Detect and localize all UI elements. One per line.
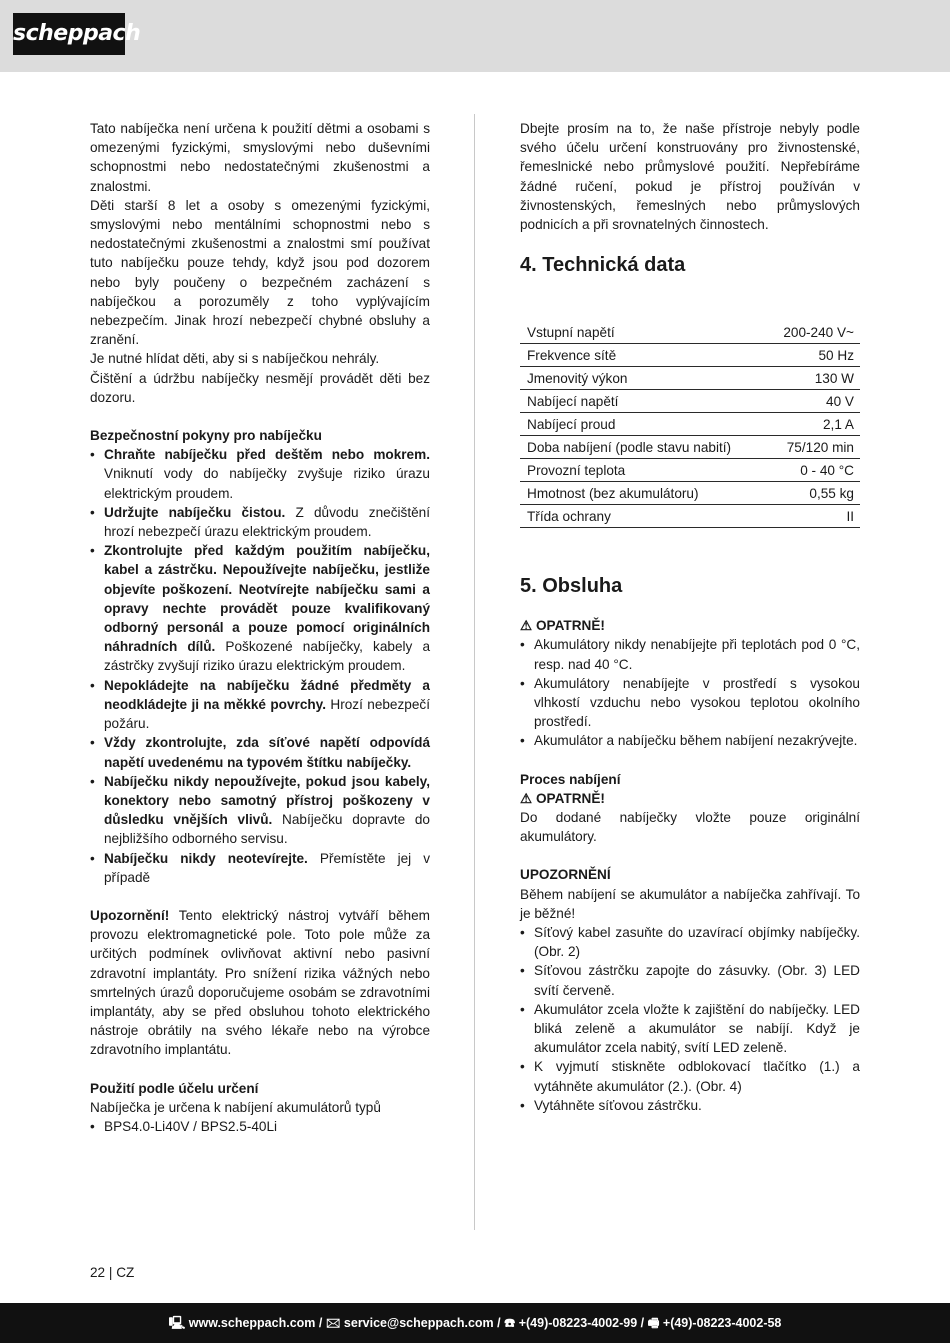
table-row xyxy=(520,459,860,482)
spec-value: 0 - 40 °C xyxy=(765,459,860,482)
column-divider xyxy=(474,114,475,1230)
spec-value: II xyxy=(765,505,860,528)
tech-heading: 4. Technická data xyxy=(520,254,686,277)
intro-paragraph: Je nutné hlídat děti, aby si s nabíječkou nehrály. xyxy=(90,351,380,367)
spec-label: Nabíjecí proud xyxy=(520,413,765,436)
spec-value: 75/120 min xyxy=(765,436,860,459)
intro-paragraph: Děti starší 8 let a osoby s omezenými fyzickými, smyslovými nebo mentálními schopnostmi nebo s nedostatečnými zkušenostmi a znalostmi smí používat tuto nabíječku pouze tehdy, když jsou pod dozorem nebo byly poučeny o bezpečném zacházení s nabíječkou a porozuměly z toho vyplývajícím nebezpečím. Jinak hrozí nebezpečí chybné obsluhy a zranění. xyxy=(90,197,430,348)
caution-label: ⚠ OPATRNĚ! xyxy=(520,618,605,634)
intro-paragraph: Čištění a údržbu nabíječky nesmějí provádět děti bez dozoru. xyxy=(90,370,430,405)
list-item: • Vždy zkontrolujte, zda síťové napětí odpovídá napětí uvedenému na typovém štítku nabíječky. xyxy=(90,733,430,771)
spec-label: Hmotnost (bez akumulátoru) xyxy=(520,482,765,505)
table-row xyxy=(520,344,860,367)
spec-label: Doba nabíjení (podle stavu nabití) xyxy=(520,436,765,459)
list-item: • Vytáhněte síťovou zástrčku. xyxy=(520,1096,860,1115)
spec-value: 2,1 A xyxy=(765,413,860,436)
notice-text: Během nabíjení se akumulátor a nabíječka zahřívají. To je běžné! xyxy=(520,886,860,921)
spec-label: Nabíjecí napětí xyxy=(520,390,765,413)
table-row xyxy=(520,321,860,344)
safety-heading: Bezpečnostní pokyny pro nabíječku xyxy=(90,428,322,444)
list-item: • Akumulátory nikdy nenabíjejte při teplotách pod 0 °C, resp. nad 40 °C. xyxy=(520,635,860,673)
list-item: • Nepokládejte na nabíječku žádné předměty a neodkládejte ji na měkké povrchy. Hrozí nebezpečí požáru. xyxy=(90,676,430,734)
process-text: Do dodané nabíječky vložte pouze originální akumulátory. xyxy=(520,810,860,845)
list-item: • Chraňte nabíječku před deštěm nebo mokrem. Vniknutí vody do nabíječky zvyšuje riziko úrazu elektrickým proudem. xyxy=(90,445,430,503)
safety-list xyxy=(90,445,430,887)
process-heading: Proces nabíjení xyxy=(520,771,621,787)
operation-heading: 5. Obsluha xyxy=(520,575,623,598)
table-row xyxy=(520,413,860,436)
list-item: • Zkontrolujte před každým použitím nabíječku, kabel a zástrčku. Nepoužívejte nabíječku, jestliže objevíte poškození. Neotvírejte nabíječku sami a opravy nechte provádět pouze kvalifikovaný odborný personál a pouze pomocí originálních náhradních dílů. Poškozené nabíječky, kabely a zástrčky zvyšují riziko úrazu elektrickým proudem. xyxy=(90,541,430,675)
caution-list xyxy=(520,635,860,750)
list-item: • Akumulátor zcela vložte k zajištění do nabíječky. LED bliká zeleně a akumulátor se nabíjí. Když je akumulátor zcela nabitý, svítí LED zeleně. xyxy=(520,1000,860,1058)
left-column xyxy=(90,119,430,1136)
table-row xyxy=(520,367,860,390)
usage-list xyxy=(90,1117,430,1136)
list-item: • Akumulátory nenabíjejte v prostředí s vysokou vlhkostí vzduchu nebo vysokou teplotou okolního prostředí. xyxy=(520,674,860,732)
list-item: • Síťový kabel zasuňte do uzavírací objímky nabíječky. (Obr. 2) xyxy=(520,923,860,961)
table-row xyxy=(520,482,860,505)
usage-text: Nabíječka je určena k nabíjení akumulátorů typů xyxy=(90,1099,381,1115)
page-number: 22 | CZ xyxy=(90,1265,135,1280)
page-header xyxy=(0,0,950,72)
list-item: • Udržujte nabíječku čistou. Z důvodu znečištění hrozí nebezpečí úrazu elektrickým proudem. xyxy=(90,503,430,541)
list-item: • Nabíječku nikdy neotevírejte. Přemístěte jej v případě xyxy=(90,849,430,887)
table-row xyxy=(520,505,860,528)
list-item: • Síťovou zástrčku zapojte do zásuvky. (Obr. 3) LED svítí červeně. xyxy=(520,961,860,999)
spec-value: 0,55 kg xyxy=(765,482,860,505)
list-item: • Nabíječku nikdy nepoužívejte, pokud jsou kabely, konektory nebo samotný přístroj poškozeny v důsledku vnějších vlivů. Nabíječku dopravte do nejbližšího odborného servisu. xyxy=(90,772,430,849)
spec-label: Frekvence sítě xyxy=(520,344,765,367)
list-item: • Akumulátor a nabíječku během nabíjení nezakrývejte. xyxy=(520,731,860,750)
caution-label: ⚠ OPATRNĚ! xyxy=(520,790,605,806)
spec-value: 50 Hz xyxy=(765,344,860,367)
table-row xyxy=(520,390,860,413)
list-item: • BPS4.0-Li40V / BPS2.5-40Li xyxy=(90,1117,430,1136)
spec-label: Třída ochrany xyxy=(520,505,765,528)
right-column xyxy=(520,119,860,1115)
list-item: • K vyjmutí stiskněte odblokovací tlačítko (1.) a vytáhněte akumulátor (2.). (Obr. 4) xyxy=(520,1057,860,1095)
contact-bar: 🖳 www.scheppach.com / 🖂 service@scheppach.com / ☎ +(49)-08223-4002-99 / 🖷 +(49)-08223-4002-58 xyxy=(0,1303,950,1343)
spec-value: 40 V xyxy=(765,390,860,413)
spec-label: Provozní teplota xyxy=(520,459,765,482)
usage-heading: Použití podle účelu určení xyxy=(90,1080,259,1096)
table-row xyxy=(520,436,860,459)
spec-label: Jmenovitý výkon xyxy=(520,367,765,390)
scheppach-logo: scheppach xyxy=(13,13,125,55)
emf-notice: Upozornění! Tento elektrický nástroj vytváří během provozu elektromagnetické pole. Toto pole může za určitých podmínek ovlivňovat aktivní nebo pasivní zdravotní implantáty. Pro snížení rizika vážných nebo smrtelných úrazů doporučujeme osobám se zdravotními implantáty, aby se před obsluhou tohoto elektrického nástroje obrátily na svého lékaře nebo na výrobce zdravotního implantátu. xyxy=(90,907,430,1058)
intro-paragraph: Tato nabíječka není určena k použití dětmi a osobami s omezenými fyzickými, smyslovými nebo duševními schopnostmi nebo nedostatečnými zkušenostmi a znalostmi. xyxy=(90,121,430,194)
notice-heading: UPOZORNĚNÍ xyxy=(520,867,611,883)
tech-table xyxy=(520,321,860,528)
spec-value: 200-240 V~ xyxy=(765,321,860,344)
spec-label: Vstupní napětí xyxy=(520,321,765,344)
intro-paragraph: Dbejte prosím na to, že naše přístroje nebyly podle svého účelu určení konstruovány pro živnostenské, řemeslnické nebo průmyslové použití. Nepřebíráme žádné ručení, pokud je přístroj používán v živnostenských, řemeslných nebo průmyslových podnicích a při srovnatelných činnostech. xyxy=(520,121,860,233)
steps-list xyxy=(520,923,860,1115)
spec-value: 130 W xyxy=(765,367,860,390)
